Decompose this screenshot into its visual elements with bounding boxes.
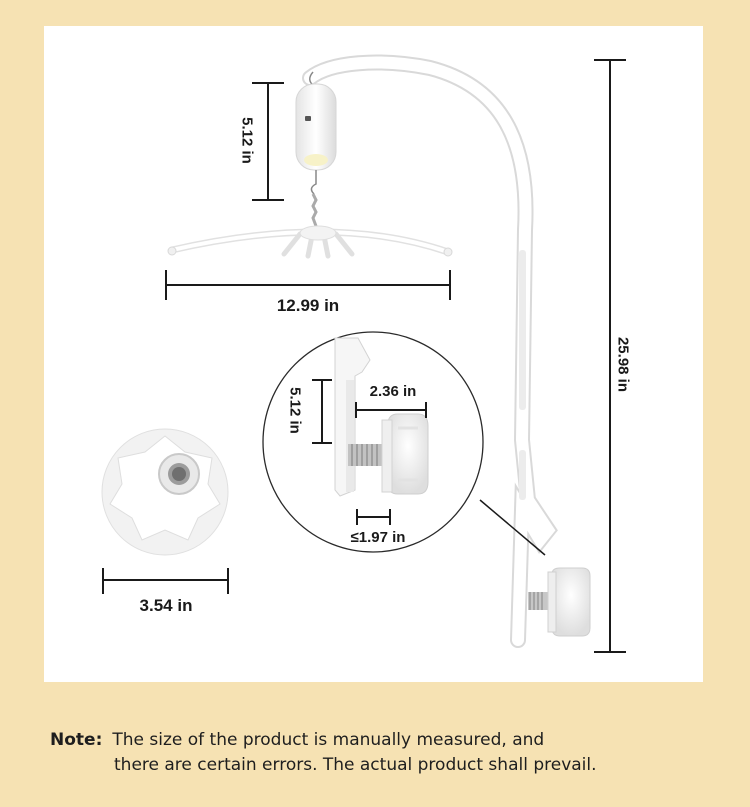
motor-height-label: 5.12 in xyxy=(238,117,256,164)
note-label: Note: xyxy=(50,730,103,750)
base-clamp xyxy=(528,568,590,636)
note-line-2: there are certain errors. The actual product shall prevail. xyxy=(114,755,597,775)
total-height-label: 25.98 in xyxy=(614,336,632,393)
hanging-arms xyxy=(168,226,452,256)
clamp-height-label: 5.12 in xyxy=(286,387,304,434)
music-box xyxy=(296,72,336,226)
clamp-opening-label: ≤1.97 in xyxy=(350,529,406,546)
arm-slot xyxy=(519,450,526,500)
note-line-1: The size of the product is manually measured, and xyxy=(112,730,545,750)
knob-top-view xyxy=(102,429,228,555)
knob-diameter-label: 3.54 in xyxy=(139,596,193,615)
arm-width-label: 12.99 in xyxy=(276,296,340,315)
clamp-depth-label: 2.36 in xyxy=(369,383,417,400)
arm-slot xyxy=(519,250,526,410)
clamp-detail-view xyxy=(263,332,483,552)
measurement-note xyxy=(50,728,597,778)
